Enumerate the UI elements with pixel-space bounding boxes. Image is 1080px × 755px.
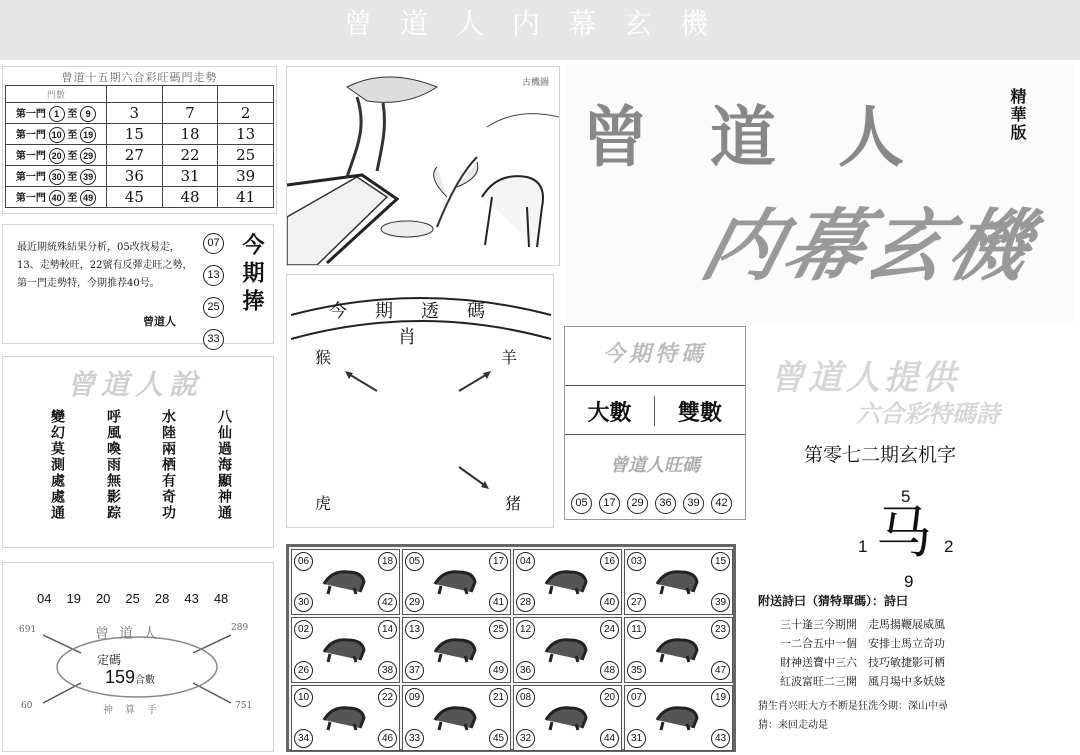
- brand-name: 曾道人: [582, 98, 966, 176]
- dragon-icon: [318, 630, 368, 664]
- grid-number: 14: [378, 620, 397, 639]
- poem-line: 一二合五中一個 安排士馬立奇功: [780, 637, 945, 650]
- grid-number: 32: [516, 729, 535, 748]
- range-from: 10: [49, 127, 65, 143]
- grid-number: 22: [378, 688, 397, 707]
- says-column: 水陸兩栖有奇功: [160, 409, 176, 521]
- grid-number: 28: [516, 593, 535, 612]
- zodiac-cell-goat: [624, 617, 733, 683]
- table-cell: 13: [218, 124, 274, 145]
- zodiac-cell-monkey: [291, 685, 400, 751]
- issue-title: 第零七二期玄机字: [804, 444, 957, 466]
- says-column: 變幻莫測處處通: [49, 409, 65, 521]
- zodiac-cell-dragon: [291, 617, 400, 683]
- pick-code-suffix: 合數: [135, 675, 156, 686]
- wang-ball: 17: [599, 493, 620, 514]
- issue-left: 1: [858, 537, 868, 556]
- door-label: 第一門: [15, 108, 46, 120]
- pick-code-value: 159: [105, 667, 136, 687]
- special-title: 今期特碼: [602, 341, 707, 366]
- painting-caption: 古機圖: [521, 78, 549, 88]
- analysis-numbers: [203, 231, 229, 350]
- zodiac-cell-dog: [513, 685, 622, 751]
- range-to: 19: [80, 127, 96, 143]
- pig-icon: [651, 698, 701, 732]
- grid-number: 33: [405, 729, 424, 748]
- wang-ball: 05: [571, 493, 592, 514]
- painting-panel: [286, 66, 560, 266]
- grid-number: 37: [405, 661, 424, 680]
- grid-number: 40: [600, 593, 619, 612]
- grid-number: 02: [294, 620, 313, 639]
- poem-riddle: 猜：来回走动是: [758, 720, 828, 731]
- zodiac-cell-pig: [624, 685, 733, 751]
- grid-number: 24: [600, 620, 619, 639]
- grid-number: 08: [516, 688, 535, 707]
- grid-number: 46: [378, 729, 397, 748]
- grid-number: 49: [489, 661, 508, 680]
- door-table-header-cell: [107, 86, 163, 103]
- range-to: 29: [80, 148, 96, 164]
- door-label: 第一門: [15, 192, 46, 204]
- tiger-icon: [540, 562, 590, 596]
- special-panel: [564, 326, 746, 520]
- zodiac-panel: [286, 274, 554, 528]
- grid-number: 39: [711, 593, 730, 612]
- pick-center-title: 曾道人: [95, 626, 167, 642]
- zodiac-cell-rooster: [402, 685, 511, 751]
- table-cell: 15: [107, 124, 163, 145]
- zodiac-cell-ox: [402, 549, 511, 615]
- special-double: 雙數: [677, 400, 722, 426]
- pick-number: 43: [184, 591, 199, 606]
- issue-bottom: 9: [904, 572, 914, 591]
- grid-number: 20: [600, 688, 619, 707]
- pick-number: 28: [154, 591, 170, 606]
- wang-ball: 29: [627, 493, 648, 514]
- table-cell: 27: [107, 145, 163, 166]
- pick-number: 25: [125, 591, 140, 606]
- zodiac-animal: 猴: [315, 348, 332, 367]
- table-row: 第一門 30 至 39 36 31 39: [6, 166, 274, 187]
- table-cell: 41: [218, 187, 274, 208]
- range-to: 49: [80, 190, 96, 206]
- range-from: 1: [49, 106, 65, 122]
- grid-number: 47: [711, 661, 730, 680]
- grid-number: 25: [489, 620, 508, 639]
- special-row: [565, 385, 745, 435]
- range-from: 20: [49, 148, 65, 164]
- banner-title: 曾道人内幕玄機: [343, 7, 736, 40]
- zodiac-cell-tiger: [513, 549, 622, 615]
- grid-number: 36: [516, 661, 535, 680]
- monkey-icon: [318, 698, 368, 732]
- grid-number: 45: [489, 729, 508, 748]
- horse-icon: [540, 630, 590, 664]
- analysis-panel: [2, 224, 274, 344]
- zodiac-cell-rabbit: [624, 549, 733, 615]
- zodiac-cell-rat: [291, 549, 400, 615]
- zodiac-title: 今期透碼肖: [329, 301, 513, 348]
- pick-panel: [2, 562, 274, 752]
- analysis-side-title: 今期捧: [239, 233, 265, 317]
- poem-riddle: 猜生肖兴旺大方不断是狂洗今期：深山中尋: [758, 701, 948, 712]
- zodiac-cell-horse: [513, 617, 622, 683]
- grid-number: 19: [711, 688, 730, 707]
- special-big: 大數: [565, 396, 655, 426]
- poem-line: 三十逢三今期開 走馬揚鞭展威風: [780, 618, 945, 631]
- poem-panel: [758, 592, 1076, 752]
- table-row: 第一門 10 至 19 15 18 13: [6, 124, 274, 145]
- table-row: 第一門 20 至 29 27 22 25: [6, 145, 274, 166]
- pick-ball: 07: [203, 233, 224, 254]
- wang-title: 曾道人旺碼: [610, 455, 700, 475]
- pick-arrows: [3, 563, 275, 753]
- grid-number: 27: [627, 593, 646, 612]
- range-to: 39: [80, 169, 96, 185]
- pick-code: [105, 667, 155, 688]
- table-cell: 18: [162, 124, 218, 145]
- poem-line: 財神送寶中三六 技巧敏捷影可栖: [780, 656, 945, 669]
- pick-code-label: 定碼: [97, 653, 122, 667]
- pick-ball: 13: [203, 265, 224, 286]
- grid-number: 48: [600, 661, 619, 680]
- zodiac-animal: 羊: [501, 348, 518, 367]
- grid-number: 04: [516, 552, 535, 571]
- rooster-icon: [429, 698, 479, 732]
- grid-number: 03: [627, 552, 646, 571]
- issue-char: 马: [876, 501, 932, 566]
- table-cell: 25: [218, 145, 274, 166]
- wang-ball: 42: [711, 493, 732, 514]
- grid-number: 07: [627, 688, 646, 707]
- pick-ball: 25: [203, 297, 224, 318]
- landscape-painting: [287, 67, 559, 265]
- dog-icon: [540, 698, 590, 732]
- provide-line2: 六合彩特碼詩: [856, 401, 1000, 428]
- pick-corner: 60: [21, 701, 33, 711]
- door-table: [5, 85, 274, 208]
- ox-icon: [429, 562, 479, 596]
- says-column: 呼風喚雨無影踪: [105, 409, 121, 521]
- snake-icon: [429, 630, 479, 664]
- poem-header: 附送詩曰（猜特單碼）：詩曰: [758, 594, 909, 608]
- top-banner: [0, 0, 1080, 60]
- grid-number: 42: [378, 593, 397, 612]
- door-label: 第一門: [15, 129, 46, 141]
- door-table-panel: [2, 66, 277, 214]
- door-table-header-cell: [218, 86, 274, 103]
- says-column: 八仙過海顯神通: [216, 409, 232, 521]
- grid-number: 12: [516, 620, 535, 639]
- grid-number: 18: [378, 552, 397, 571]
- says-title: 曾道人說: [67, 369, 204, 400]
- grid-number: 23: [711, 620, 730, 639]
- brand-panel: [566, 64, 1074, 324]
- provide-line1: 曾道人提供: [770, 359, 960, 397]
- issue-right: 2: [944, 537, 954, 556]
- grid-number: 10: [294, 688, 313, 707]
- door-table-header: [6, 86, 274, 103]
- zodiac-grid: [286, 544, 736, 752]
- grid-number: 09: [405, 688, 424, 707]
- grid-number: 43: [711, 729, 730, 748]
- grid-number: 30: [294, 593, 313, 612]
- pick-corner: 691: [19, 625, 37, 635]
- brand-edition: 精華版: [1008, 88, 1027, 142]
- range-from: 40: [49, 190, 65, 206]
- grid-number: 44: [600, 729, 619, 748]
- pick-bottom-text: 神算手: [103, 705, 169, 716]
- range-to: 9: [80, 106, 96, 122]
- grid-number: 26: [294, 661, 313, 680]
- table-cell: 31: [162, 166, 218, 187]
- table-cell: 22: [162, 145, 218, 166]
- door-label: 第一門: [15, 150, 46, 162]
- table-cell: 45: [107, 187, 163, 208]
- door-table-header-cell: 門數: [6, 86, 107, 103]
- zodiac-animal: 虎: [315, 494, 332, 513]
- goat-icon: [651, 630, 701, 664]
- analysis-signature: 曾道人: [143, 315, 176, 328]
- analysis-text: 最近期統殊結果分析，05改找易走，13、走勢較旺，22號有反彈走旺之勢，第一門走勢特，今期推荐40号。: [17, 242, 193, 289]
- brand-subtitle: 内幕玄機: [693, 201, 1044, 292]
- grid-number: 41: [489, 593, 508, 612]
- pick-number: 20: [95, 591, 111, 606]
- grid-number: 21: [489, 688, 508, 707]
- table-cell: 3: [107, 103, 163, 124]
- grid-number: 11: [627, 620, 646, 639]
- says-panel: [2, 356, 274, 548]
- table-row: 第一門 1 至 9 3 7 2: [6, 103, 274, 124]
- grid-number: 34: [294, 729, 313, 748]
- pick-corner: 289: [231, 623, 249, 633]
- grid-number: 06: [294, 552, 313, 571]
- pick-number: 19: [66, 591, 81, 606]
- rabbit-icon: [651, 562, 701, 596]
- door-table-header-cell: [162, 86, 218, 103]
- grid-number: 17: [489, 552, 508, 571]
- pick-number: 04: [37, 591, 52, 606]
- issue-top: 5: [901, 487, 911, 506]
- table-cell: 48: [162, 187, 218, 208]
- grid-number: 15: [711, 552, 730, 571]
- pick-number: 48: [213, 591, 229, 606]
- table-cell: 39: [218, 166, 274, 187]
- grid-number: 13: [405, 620, 424, 639]
- wang-ball: 39: [683, 493, 704, 514]
- table-cell: 7: [162, 103, 218, 124]
- poem-line: 紅波富旺二三開 風月場中多妖娆: [780, 675, 945, 688]
- zodiac-animal: 猪: [505, 494, 522, 513]
- table-cell: 2: [218, 103, 274, 124]
- door-label: 第一門: [15, 171, 46, 183]
- grid-number: 35: [627, 661, 646, 680]
- rat-icon: [318, 562, 368, 596]
- grid-number: 38: [378, 661, 397, 680]
- wang-numbers: [571, 493, 732, 514]
- range-from: 30: [49, 169, 65, 185]
- grid-number: 16: [600, 552, 619, 571]
- door-table-title: 曾道十五期六合彩旺碼門走勢: [61, 71, 218, 84]
- pick-corner: 751: [235, 701, 253, 711]
- zodiac-cell-snake: [402, 617, 511, 683]
- grid-number: 31: [627, 729, 646, 748]
- wang-ball: 36: [655, 493, 676, 514]
- table-cell: 36: [107, 166, 163, 187]
- pick-ball: 33: [203, 329, 224, 350]
- grid-number: 29: [405, 593, 424, 612]
- grid-number: 05: [405, 552, 424, 571]
- table-row: 第一門 40 至 49 45 48 41: [6, 187, 274, 208]
